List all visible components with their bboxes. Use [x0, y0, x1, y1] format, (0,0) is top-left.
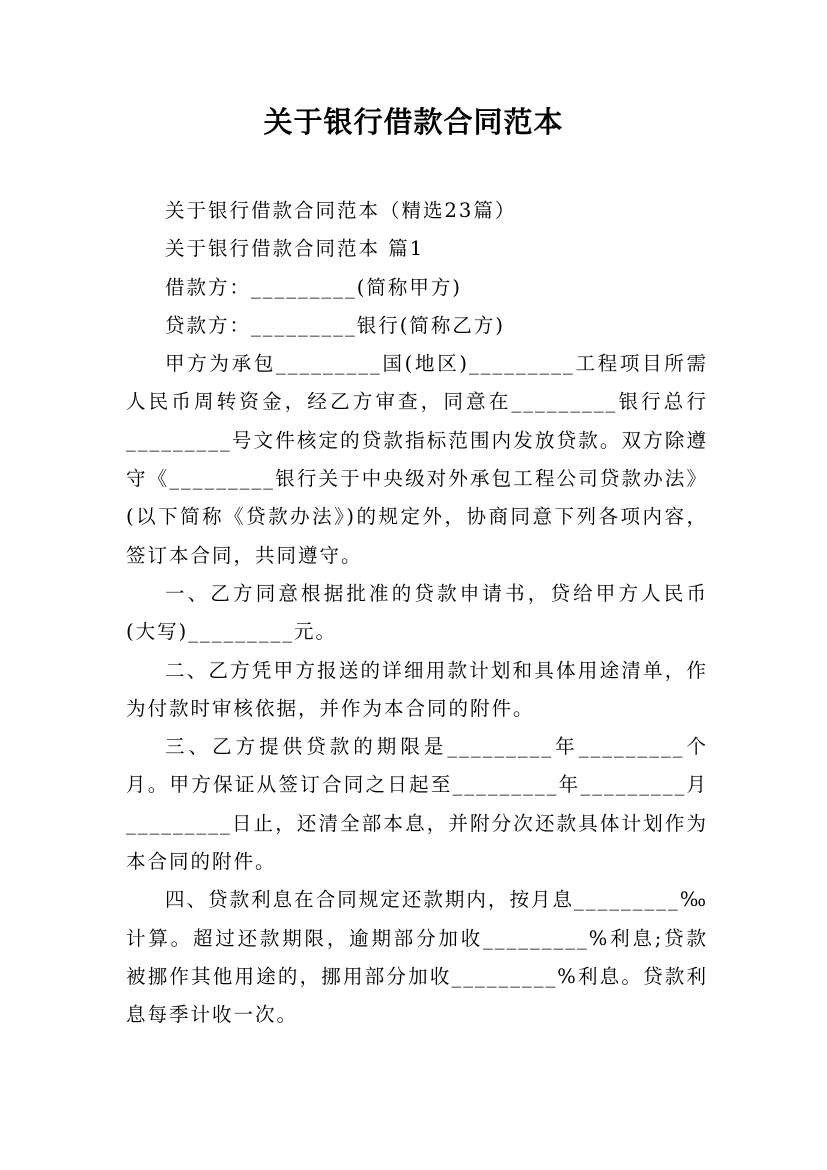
paragraph-lender: 贷款方：_________银行(简称乙方)	[165, 313, 505, 337]
paragraph-clause-1: 一、乙方同意根据批准的贷款申请书，贷给甲方人民币(大写)_________元。	[126, 581, 708, 644]
paragraph-subtitle: 关于银行借款合同范本（精选23篇）	[165, 199, 517, 222]
document-body	[126, 192, 708, 1035]
document-title: 关于银行借款合同范本	[263, 105, 564, 139]
paragraph-clause-3: 三、乙方提供贷款的期限是_________年_________个月。甲方保证从签订合同之日起至_________年_________月_________日止，还清全部本息，并附分次还款具体计划作为本合同的附件。	[126, 735, 708, 874]
paragraph-preamble: 甲方为承包_________国(地区)_________工程项目所需人民币周转资金，经乙方审查，同意在_________银行总行_________号文件核定的贷款指标范围内发放贷款。双方除遵守《_________银行关于中央级对外承包工程公司贷款办法》(以下简称《贷款办法》)的规定外，协商同意下列各项内容，签订本合同，共同遵守。	[126, 352, 708, 567]
paragraph-section-heading: 关于银行借款合同范本 篇1	[165, 237, 425, 261]
paragraph-borrower: 借款方：_________(简称甲方)	[165, 275, 462, 299]
paragraph-clause-2: 二、乙方凭甲方报送的详细用款计划和具体用途清单，作为付款时审核依据，并作为本合同的附件。	[126, 658, 708, 720]
paragraph-clause-4: 四、贷款利息在合同规定还款期内，按月息_________‰计算。超过还款期限，逾期部分加收_________%利息;贷款被挪作其他用途的，挪用部分加收_________%利息。贷款利息每季计收一次。	[126, 888, 708, 1027]
